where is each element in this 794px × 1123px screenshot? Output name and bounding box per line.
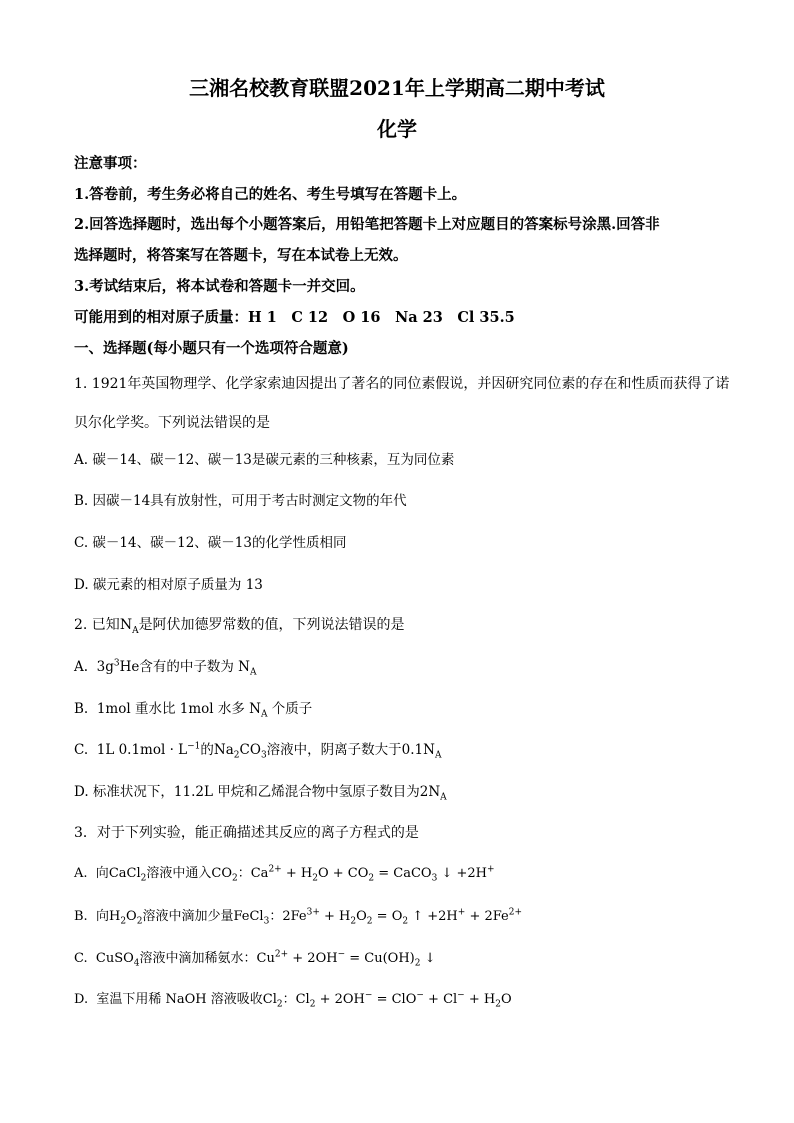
section-title: 一、选择题(每小题只有一个选项符合题意)	[74, 340, 349, 357]
note-1: 1.答卷前，考生务必将自己的姓名、考生号填写在答题卡上。	[74, 186, 467, 203]
note-3: 3.考试结束后，将本试卷和答题卡一并交回。	[74, 278, 365, 295]
q3-a-equation: $Ca^{2+} + H_2O + CO_2$ = CaCO$_3$ ↓ +2H+	[250, 864, 495, 884]
q2-stem: 2. 已知$N_A$是阿伏加德罗常数的值，下列说法错误的是	[74, 617, 405, 636]
q1-stem-a: 1. 1921年英国物理学、化学家索迪因提出了著名的同位素假说，并因研究同位素的存在和性质而获得了诺	[74, 376, 730, 392]
notes-heading: 注意事项：	[74, 155, 147, 172]
note-2a: 2.回答选择题时，选出每个小题答案后，用铅笔把答题卡上对应题目的答案标号涂黑.回答非	[74, 216, 660, 233]
atomic-masses: 可能用到的相对原子质量：H 1 C 12 O 16 Na 23 Cl 35.5	[74, 309, 515, 326]
q2-option-d: D. 标准状况下，11.2L 甲烷和乙烯混合物中氢原子数目为$2N_A$	[74, 784, 447, 803]
q3-stem: 3．对于下列实验，能正确描述其反应的离子方程式的是	[74, 825, 419, 841]
avogadro-symbol: $N_A$	[119, 617, 139, 636]
q1-stem-b: 贝尔化学奖。下列说法错误的是	[74, 415, 270, 431]
q3-option-a: A. 向CaCl$_2$溶液中通入$CO_2$：$Ca^{2+} + H_2O + CO_2$ = CaCO$_3$ ↓ +2H+	[74, 864, 495, 884]
q3-option-b: B. 向$H_2O_2$溶液中滴加少量FeCl$_3$：$2Fe^{3+} + H_2O_2 = O_2$ ↑ $+2H^+ + 2Fe^{2+}$	[74, 907, 523, 927]
q2-option-b: B. 1mol 重水比 1mol 水多 $N_A$ 个质子	[74, 701, 313, 720]
q3-c-equation: $Cu^{2+} + 2OH^- = Cu(OH)_2$ ↓	[256, 949, 436, 969]
q3-b-equation: $2Fe^{3+} + H_2O_2 = O_2$ ↑ $+2H^+ + 2Fe^{2+}$	[282, 907, 523, 927]
q3-option-d: D. 室温下用稀 NaOH 溶液吸收$Cl_2$：$Cl_2 + 2OH^- = ClO^- + Cl^- + H_2O$	[74, 990, 512, 1010]
q2-option-a: A. $3g^3He$含有的中子数为 $N_A$	[74, 658, 257, 678]
exam-subject: 化学	[377, 117, 417, 141]
q2-option-c: C. 1L $0.1mol \cdot L^{-1}$的$Na_2CO_3$溶液中，阴离子数大于$0.1N_A$	[74, 741, 442, 761]
note-2b: 选择题时，将答案写在答题卡，写在本试卷上无效。	[74, 247, 408, 264]
q3-d-equation: $Cl_2 + 2OH^- = ClO^- + Cl^- + H_2O$	[295, 990, 512, 1010]
q1-option-c: C. 碳－14、碳－12、碳－13的化学性质相同	[74, 535, 347, 551]
q1-option-a: A. 碳－14、碳－12、碳－13是碳元素的三种核素，互为同位素	[74, 452, 455, 468]
q3-option-c: C. CuSO$_4$溶液中滴加稀氨水：$Cu^{2+} + 2OH^- = Cu(OH)_2$ ↓	[74, 949, 436, 969]
q1-option-b: B. 因碳－14具有放射性，可用于考古时测定文物的年代	[74, 493, 407, 509]
q1-option-d: D. 碳元素的相对原子质量为 13	[74, 577, 263, 593]
exam-title: 三湘名校教育联盟2021年上学期高二期中考试	[189, 76, 605, 100]
